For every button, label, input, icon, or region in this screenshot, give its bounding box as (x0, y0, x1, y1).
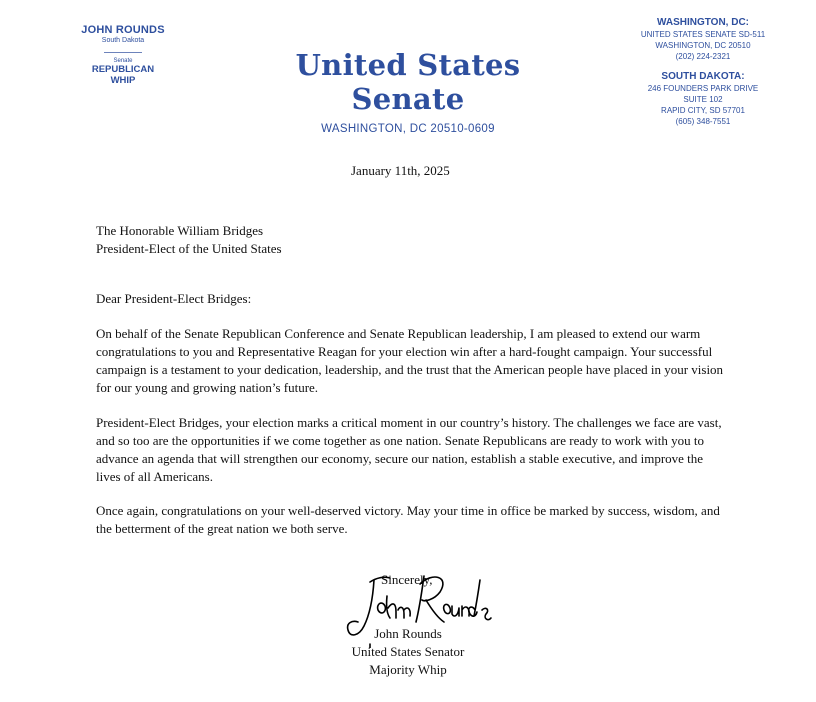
letterhead-offices-block (622, 17, 784, 127)
senator-state: South Dakota (101, 37, 145, 44)
dc-office-line-2: WASHINGTON, DC 20510 (655, 41, 751, 50)
dc-office-line-1: UNITED STATES SENATE SD-511 (640, 30, 766, 39)
closing: Sincerely, (381, 572, 433, 587)
letter-date: January 11th, 2025 (351, 163, 450, 178)
salutation: Dear President-Elect Bridges: (96, 291, 252, 306)
body-paragraph-1: On behalf of the Senate Republican Conference and Senate Republican leadership, I am pleased to extend our warm congratulations to you and Representative Reagan for your election win after a hard-fought campaign. Your successful campaign is a testament to your dedication, leadership, and the trust that the American people have placed in your vision for our young and growing nation’s future. (96, 326, 724, 395)
senate-address: WASHINGTON, DC 20510-0609 (321, 123, 495, 135)
signer-title: United States Senator (351, 644, 465, 659)
dc-office-phone: (202) 224-2321 (675, 52, 731, 61)
signature-block (349, 625, 467, 679)
sd-office-line-2: SUITE 102 (683, 95, 723, 104)
body-paragraph-3: Once again, congratulations on your well-deserved victory. May your time in office be marked by success, wisdom, and the betterment of the great nation we both serve. (96, 503, 720, 536)
body-paragraph-2: President-Elect Bridges, your election marks a critical moment in our country’s history. The challenges we face are vast, and so too are the opportunities if we come together as one nation. Senate Republicans are ready to work with you to advance an agenda that will strengthen our economy, secure our nation, establish a stable executive, and improve the lives of all Americans. (96, 415, 722, 484)
letterhead-divider (104, 52, 142, 53)
senator-name: JOHN ROUNDS (81, 24, 165, 36)
signer-name: John Rounds (374, 626, 442, 641)
sd-office-line-1: 246 FOUNDERS PARK DRIVE (647, 84, 759, 93)
recipient-address (96, 222, 282, 258)
dc-office-header: WASHINGTON, DC: (656, 17, 750, 28)
sd-office-line-3: RAPID CITY, SD 57701 (661, 106, 745, 115)
recipient-title: President-Elect of the United States (96, 241, 282, 256)
signer-role: Majority Whip (369, 662, 447, 677)
role-line-1: REPUBLICAN (91, 64, 155, 75)
role-line-2: WHIP (110, 75, 136, 86)
letterhead-senator-block (70, 24, 176, 86)
letterhead-title-block (262, 48, 554, 135)
sd-office-phone: (605) 348-7551 (675, 117, 731, 126)
role-prefix: Senate (113, 58, 133, 64)
recipient-name: The Honorable William Bridges (96, 223, 264, 238)
senate-title: United States Senate (295, 48, 521, 116)
sd-office-header: SOUTH DAKOTA: (661, 71, 745, 82)
